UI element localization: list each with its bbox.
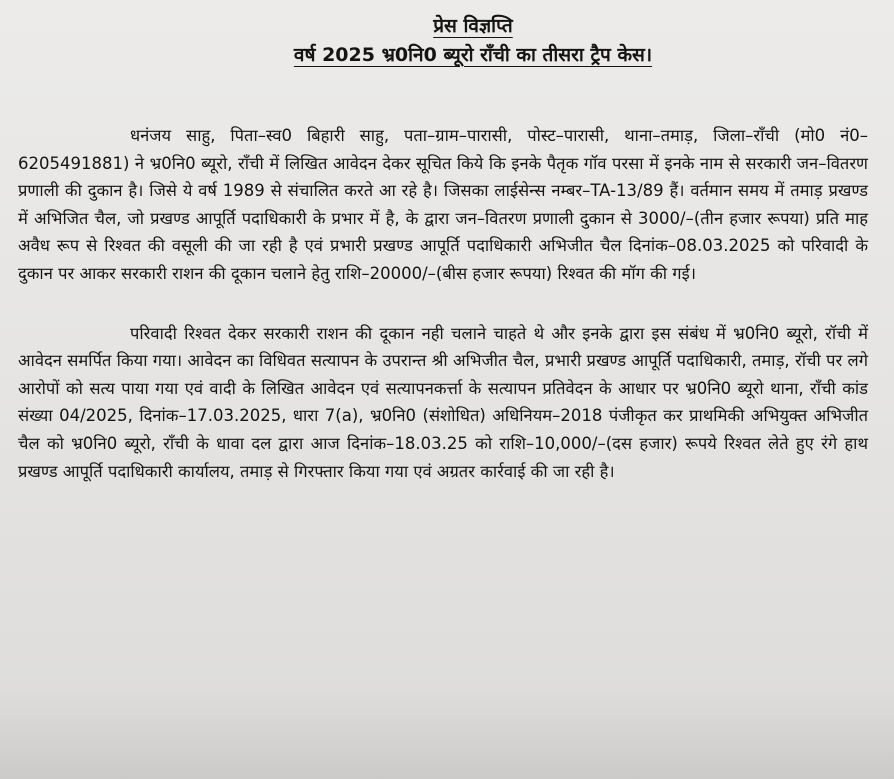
page-title: प्रेस विज्ञप्ति — [433, 15, 513, 37]
document-body — [18, 122, 868, 485]
paragraph-action: परिवादी रिश्वत देकर सरकारी राशन की दूकान नही चलाने चाहते थे और इनके द्वारा इस संबंध में भ्र0नि0 ब्यूरो, रॉची में आवेदन समर्पित किया गया। आवेदन का विधिवत सत्यापन के उपरान्त श्री अभिजीत चैल, प्रभारी प्रखण्ड आपूर्ति पदाधिकारी, तमाड़, रॉची पर लगे आरोपों को सत्य पाया गया एवं वादी के लिखित आवेदन एवं सत्यापनकर्त्ता के सत्यापन प्रतिवेदन के आधार पर भ्र0नि0 ब्यूरो थाना, राँची कांड संख्या 04/2025, दिनांक–17.03.2025, धारा 7(a), भ्र0नि0 (संशोधित) अधिनियम–2018 पंजीकृत कर प्राथमिकी अभियुक्त अभिजीत चैल को भ्र0नि0 ब्यूरो, राँची के धावा दल द्वारा आज दिनांक–18.03.25 को राशि–10,000/–(दस हजार) रूपये रिश्वत लेते हुए रंगे हाथ प्रखण्ड आपूर्ति पदाधिकारी कार्यालय, तमाड़ से गिरफ्तार किया गया एवं अग्रतर कार्रवाई की जा रही है। — [18, 323, 868, 481]
page-subtitle: वर्ष 2025 भ्र0नि0 ब्यूरो राँची का तीसरा ट्रैप केस। — [293, 44, 653, 66]
paper-shadow — [0, 689, 894, 779]
paragraph-complaint: धनंजय साहु, पिता–स्व0 बिहारी साहु, पता–ग्राम–पारासी, पोस्ट–पारासी, थाना–तमाड़, जिला–राँची (मो0 नं0–6205491881) ने भ्र0नि0 ब्यूरो, राँची में लिखित आवेदन देकर सूचित किये कि इनके पैतृक गॉव परसा में इनके नाम से सरकारी जन–वितरण प्रणाली की दुकान है। जिसे ये वर्ष 1989 से संचालित करते आ रहे है। जिसका लाईसेन्स नम्बर–TA-13/89 हैं। वर्तमान समय में तमाड़ प्रखण्ड में अभिजित चैल, जो प्रखण्ड आपूर्ति पदाधिकारी के प्रभार में है, के द्वारा जन–वितरण प्रणाली दुकान से 3000/–(तीन हजार रूपया) प्रति माह अवैध रूप से रिश्वत की वसूली की जा रही है एवं प्रभारी प्रखण्ड आपूर्ति पदाधिकारी अभिजीत चैल दिनांक–08.03.2025 को परिवादी के दुकान पर आकर सरकारी राशन की दूकान चलाने हेतु राशि–20000/–(बीस हजार रूपया) रिश्वत की मॉग की गई। — [18, 126, 868, 283]
header — [78, 12, 868, 70]
